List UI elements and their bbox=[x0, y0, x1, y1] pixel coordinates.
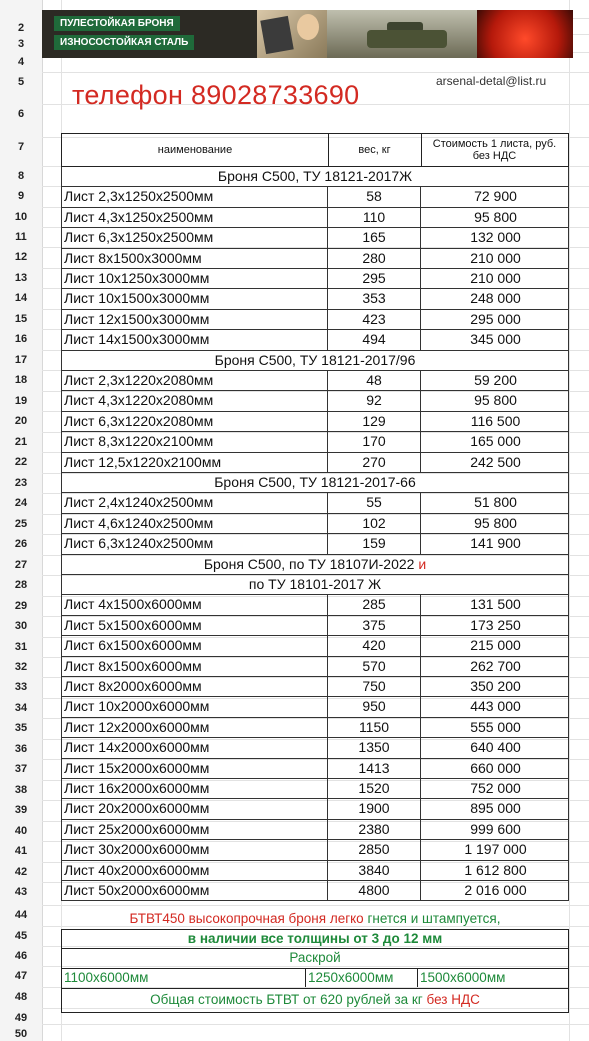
table-row[interactable] bbox=[61, 636, 569, 656]
gridline bbox=[42, 1024, 589, 1025]
cell-price[interactable]: 51 800 bbox=[474, 494, 517, 511]
cell-price[interactable]: 752 000 bbox=[470, 780, 521, 796]
cell-weight[interactable]: 102 bbox=[328, 514, 421, 533]
row-number[interactable]: 15 bbox=[14, 313, 28, 325]
cut-sizes-row bbox=[61, 969, 569, 989]
row-number[interactable]: 34 bbox=[14, 702, 28, 714]
cell-name[interactable]: Лист 8,3х1220х2100мм bbox=[62, 432, 328, 451]
row-number[interactable]: 40 bbox=[14, 825, 28, 837]
cell-weight[interactable]: 2380 bbox=[328, 820, 421, 839]
cell-name[interactable]: Лист 6,3х1250х2500мм bbox=[62, 228, 328, 247]
cell-price[interactable]: 59 200 bbox=[474, 372, 517, 388]
cell-name[interactable]: Лист 4,3х1220х2080мм bbox=[62, 391, 328, 410]
cell-weight[interactable]: 570 bbox=[328, 657, 421, 676]
row-number[interactable]: 5 bbox=[17, 76, 25, 88]
row-number[interactable]: 8 bbox=[17, 170, 25, 182]
row-number-column bbox=[0, 0, 43, 1041]
btvt-desc-end: гнется и штампуется, bbox=[367, 911, 501, 926]
row-number[interactable]: 19 bbox=[14, 395, 28, 407]
row-number[interactable]: 21 bbox=[14, 436, 28, 448]
cell-price[interactable]: 262 700 bbox=[470, 657, 521, 674]
cell-weight[interactable]: 4800 bbox=[328, 881, 421, 900]
header-price: Стоимость 1 листа, руб. без НДС bbox=[432, 138, 557, 162]
cell-name[interactable]: Лист 8х2000х6000мм bbox=[62, 677, 328, 696]
row-number[interactable]: 16 bbox=[14, 333, 28, 345]
cell-weight[interactable]: 159 bbox=[328, 534, 421, 553]
section-title-main: Броня С500, по ТУ 18107И-2022 bbox=[203, 555, 415, 572]
cell-name[interactable]: Лист 10х2000х6000мм bbox=[62, 697, 328, 716]
row-number[interactable]: 3 bbox=[17, 38, 25, 50]
cell-weight[interactable]: 165 bbox=[328, 228, 421, 247]
cell-name[interactable]: Лист 10х1500х3000мм bbox=[62, 289, 328, 308]
header-weight: вес, кг bbox=[328, 134, 422, 166]
cell-price[interactable]: 248 000 bbox=[470, 290, 521, 307]
table-row[interactable] bbox=[61, 738, 569, 758]
cell-name[interactable]: Лист 40х2000х6000мм bbox=[62, 861, 328, 880]
btvt-name: БТВТ450 bbox=[129, 911, 185, 926]
table-row[interactable] bbox=[61, 799, 569, 819]
row-number[interactable]: 46 bbox=[14, 950, 28, 962]
cell-name[interactable]: Лист 2,3х1250х2500мм bbox=[62, 187, 328, 206]
phone-number: телефон 89028733690 bbox=[72, 80, 360, 110]
cell-weight[interactable]: 92 bbox=[328, 391, 421, 410]
cell-weight[interactable]: 285 bbox=[328, 595, 421, 614]
row-number[interactable]: 33 bbox=[14, 681, 28, 693]
cell-name[interactable]: Лист 50х2000х6000мм bbox=[62, 881, 328, 900]
gridline bbox=[42, 905, 589, 906]
cell-weight[interactable]: 295 bbox=[328, 269, 421, 288]
row-number[interactable]: 47 bbox=[14, 970, 28, 982]
cell-price[interactable]: 141 900 bbox=[470, 535, 521, 552]
row-number[interactable]: 22 bbox=[14, 456, 28, 468]
cell-name[interactable]: Лист 4,6х1240х2500мм bbox=[62, 514, 328, 533]
row-number[interactable]: 25 bbox=[14, 518, 28, 530]
cell-name[interactable]: Лист 15х2000х6000мм bbox=[62, 759, 328, 778]
table-row[interactable] bbox=[61, 187, 569, 207]
cell-name[interactable]: Лист 4,3х1250х2500мм bbox=[62, 208, 328, 227]
row-number[interactable]: 31 bbox=[14, 641, 28, 653]
row-number[interactable]: 48 bbox=[14, 991, 28, 1003]
table-row[interactable] bbox=[61, 371, 569, 391]
table-row[interactable] bbox=[61, 493, 569, 513]
banner-photo-hot-steel bbox=[477, 10, 573, 58]
cell-name[interactable]: Лист 6,3х1220х2080мм bbox=[62, 412, 328, 431]
cell-price[interactable]: 173 250 bbox=[470, 616, 521, 633]
table-row[interactable] bbox=[61, 228, 569, 248]
table-row[interactable] bbox=[61, 595, 569, 615]
row-number[interactable]: 37 bbox=[14, 763, 28, 775]
row-number[interactable]: 7 bbox=[17, 141, 25, 153]
table-row[interactable] bbox=[61, 412, 569, 432]
row-number[interactable]: 17 bbox=[14, 354, 28, 366]
cell-name[interactable]: Лист 12х2000х6000мм bbox=[62, 718, 328, 737]
cell-price[interactable]: 210 000 bbox=[470, 270, 521, 286]
cell-name[interactable]: Лист 20х2000х6000мм bbox=[62, 799, 328, 818]
row-number[interactable]: 35 bbox=[14, 722, 28, 734]
cell-price[interactable]: 350 200 bbox=[470, 678, 521, 694]
table-row[interactable] bbox=[61, 779, 569, 799]
cell-name[interactable]: Лист 8х1500х3000мм bbox=[62, 249, 328, 268]
total-price-note bbox=[61, 989, 569, 1013]
cell-price[interactable]: 131 500 bbox=[470, 596, 521, 613]
cell-price[interactable]: 345 000 bbox=[470, 331, 521, 348]
header-name: наименование bbox=[62, 134, 329, 166]
cell-weight[interactable]: 110 bbox=[328, 208, 421, 227]
total-price-vat: без НДС bbox=[426, 992, 480, 1007]
row-number[interactable]: 50 bbox=[14, 1028, 28, 1040]
cell-price[interactable]: 660 000 bbox=[470, 759, 521, 776]
cell-name[interactable]: Лист 12х1500х3000мм bbox=[62, 310, 328, 329]
table-row[interactable] bbox=[61, 514, 569, 534]
row-number[interactable]: 18 bbox=[14, 374, 28, 386]
cell-weight[interactable]: 423 bbox=[328, 310, 421, 329]
row-number[interactable]: 24 bbox=[14, 497, 28, 509]
cell-price[interactable]: 95 800 bbox=[474, 208, 517, 225]
table-row[interactable] bbox=[61, 861, 569, 881]
table-row[interactable] bbox=[61, 249, 569, 269]
email-address[interactable]: arsenal-detal@list.ru bbox=[436, 74, 547, 88]
cut-label: Раскрой bbox=[61, 949, 569, 969]
cut-size-1: 1100х6000мм bbox=[64, 970, 149, 985]
cell-name[interactable]: Лист 30х2000х6000мм bbox=[62, 840, 328, 859]
cell-weight[interactable]: 129 bbox=[328, 412, 421, 431]
cell-weight[interactable]: 750 bbox=[328, 677, 421, 696]
row-number[interactable]: 10 bbox=[14, 211, 28, 223]
btvt-note bbox=[61, 910, 569, 928]
row-number[interactable]: 20 bbox=[14, 415, 28, 427]
row-number[interactable]: 27 bbox=[14, 559, 28, 571]
section-title: Броня С500, ТУ 18121-2017/96 bbox=[61, 351, 569, 371]
section-title-and: и bbox=[414, 555, 427, 572]
cell-weight[interactable]: 375 bbox=[328, 616, 421, 635]
cell-price[interactable]: 242 500 bbox=[470, 453, 521, 470]
cell-name[interactable]: Лист 4х1500х6000мм bbox=[62, 595, 328, 614]
cell-name[interactable]: Лист 12,5х1220х2100мм bbox=[62, 453, 328, 472]
cell-weight[interactable]: 55 bbox=[328, 493, 421, 512]
cell-weight[interactable]: 2850 bbox=[328, 840, 421, 859]
cell-price[interactable]: 132 000 bbox=[470, 229, 521, 246]
table-row[interactable] bbox=[61, 208, 569, 228]
table-row[interactable] bbox=[61, 310, 569, 330]
row-number[interactable]: 14 bbox=[14, 292, 28, 304]
cut-size-3: 1500х6000мм bbox=[417, 969, 505, 987]
banner-line-1: ПУЛЕСТОЙКАЯ БРОНЯ bbox=[54, 16, 180, 31]
cell-price[interactable]: 215 000 bbox=[470, 637, 521, 654]
cell-name[interactable]: Лист 8х1500х6000мм bbox=[62, 657, 328, 676]
cell-weight[interactable]: 170 bbox=[328, 432, 421, 451]
cell-name[interactable]: Лист 14х2000х6000мм bbox=[62, 738, 328, 757]
table-row[interactable] bbox=[61, 677, 569, 697]
table-row[interactable] bbox=[61, 697, 569, 717]
table-row[interactable] bbox=[61, 391, 569, 411]
row-number[interactable]: 32 bbox=[14, 661, 28, 673]
row-number[interactable]: 11 bbox=[15, 231, 27, 243]
cell-weight[interactable]: 950 bbox=[328, 697, 421, 716]
row-number[interactable]: 30 bbox=[14, 620, 28, 632]
row-number[interactable]: 23 bbox=[14, 477, 28, 489]
row-number[interactable]: 4 bbox=[17, 56, 25, 68]
section-title: Броня С500, ТУ 18121-2017-66 bbox=[61, 473, 569, 493]
cell-price[interactable]: 165 000 bbox=[470, 433, 521, 450]
row-number[interactable]: 13 bbox=[14, 272, 28, 284]
table-row[interactable] bbox=[61, 881, 569, 901]
cell-price[interactable]: 640 400 bbox=[470, 739, 521, 756]
cell-name[interactable]: Лист 25х2000х6000мм bbox=[62, 820, 328, 839]
table-row[interactable] bbox=[61, 453, 569, 473]
table-row[interactable] bbox=[61, 432, 569, 452]
cell-name[interactable]: Лист 16х2000х6000мм bbox=[62, 779, 328, 798]
cell-weight[interactable]: 280 bbox=[328, 249, 421, 268]
row-number[interactable]: 2 bbox=[17, 22, 25, 34]
table-header bbox=[61, 133, 569, 167]
cell-price[interactable]: 895 000 bbox=[470, 800, 521, 817]
cell-price[interactable]: 2 016 000 bbox=[464, 882, 527, 898]
cell-weight[interactable]: 1520 bbox=[328, 779, 421, 798]
row-number[interactable]: 45 bbox=[14, 930, 28, 942]
cell-weight[interactable]: 1900 bbox=[328, 799, 421, 818]
cell-name[interactable]: Лист 14х1500х3000мм bbox=[62, 330, 328, 349]
cell-price[interactable]: 1 612 800 bbox=[464, 861, 527, 878]
cell-weight[interactable]: 353 bbox=[328, 289, 421, 308]
row-number[interactable]: 38 bbox=[14, 784, 28, 796]
cell-weight[interactable]: 58 bbox=[328, 187, 421, 206]
cell-price[interactable]: 72 900 bbox=[474, 188, 517, 205]
cell-weight[interactable]: 1350 bbox=[328, 738, 421, 757]
cell-name[interactable]: Лист 10х1250х3000мм bbox=[62, 269, 328, 288]
cell-price[interactable]: 95 800 bbox=[474, 514, 517, 531]
cell-weight[interactable]: 270 bbox=[328, 453, 421, 472]
row-number[interactable]: 42 bbox=[14, 866, 28, 878]
table-row[interactable] bbox=[61, 616, 569, 636]
cell-weight[interactable]: 420 bbox=[328, 636, 421, 655]
cell-weight[interactable]: 494 bbox=[328, 330, 421, 349]
cell-weight[interactable]: 48 bbox=[328, 371, 421, 390]
row-number[interactable]: 28 bbox=[14, 579, 28, 591]
row-number[interactable]: 29 bbox=[14, 600, 28, 612]
row-number[interactable]: 26 bbox=[14, 538, 28, 550]
cell-name[interactable]: Лист 2,4х1240х2500мм bbox=[62, 493, 328, 512]
cell-name[interactable]: Лист 6,3х1240х2500мм bbox=[62, 534, 328, 553]
table-row[interactable] bbox=[61, 759, 569, 779]
banner-photo-woman bbox=[257, 10, 327, 58]
cell-weight[interactable]: 1413 bbox=[328, 759, 421, 778]
row-number[interactable]: 43 bbox=[14, 886, 28, 898]
cell-price[interactable]: 210 000 bbox=[470, 249, 521, 266]
cut-size-2: 1250х6000мм bbox=[305, 969, 393, 987]
row-number[interactable]: 36 bbox=[14, 743, 28, 755]
table-row[interactable] bbox=[61, 289, 569, 309]
table-row[interactable] bbox=[61, 718, 569, 738]
row-number[interactable]: 39 bbox=[14, 804, 28, 816]
thickness-note: в наличии все толщины от 3 до 12 мм bbox=[61, 929, 569, 949]
table-row[interactable] bbox=[61, 330, 569, 350]
table-row[interactable] bbox=[61, 269, 569, 289]
cell-price[interactable]: 555 000 bbox=[470, 718, 521, 735]
btvt-desc: высокопрочная броня легко bbox=[184, 911, 368, 926]
section-title: Броня С500, ТУ 18121-2017Ж bbox=[61, 167, 569, 187]
row-number[interactable]: 9 bbox=[17, 190, 25, 202]
cell-price[interactable]: 295 000 bbox=[470, 310, 521, 327]
cell-price[interactable]: 1 197 000 bbox=[464, 841, 527, 858]
cell-weight[interactable]: 1150 bbox=[328, 718, 421, 737]
cell-price[interactable]: 116 500 bbox=[470, 412, 521, 429]
row-number[interactable]: 6 bbox=[17, 108, 25, 120]
cell-price[interactable]: 999 600 bbox=[470, 820, 521, 837]
gridline bbox=[42, 72, 589, 73]
cell-name[interactable]: Лист 6х1500х6000мм bbox=[62, 636, 328, 655]
cell-name[interactable]: Лист 5х1500х6000мм bbox=[62, 616, 328, 635]
row-number[interactable]: 12 bbox=[14, 251, 28, 263]
table-row[interactable] bbox=[61, 820, 569, 840]
section-title: по ТУ 18101-2017 Ж bbox=[61, 575, 569, 595]
row-number[interactable]: 41 bbox=[14, 845, 28, 857]
cell-weight[interactable]: 3840 bbox=[328, 861, 421, 880]
section-title bbox=[61, 555, 569, 575]
total-price-text: Общая стоимость БТВТ от 620 рублей за кг bbox=[150, 992, 427, 1007]
row-number[interactable]: 44 bbox=[14, 909, 28, 921]
row-number[interactable]: 49 bbox=[14, 1012, 28, 1024]
table-row[interactable] bbox=[61, 657, 569, 677]
banner-photo-vehicle bbox=[327, 10, 477, 58]
cell-name[interactable]: Лист 2,3х1220х2080мм bbox=[62, 371, 328, 390]
banner-line-2: ИЗНОСОСТОЙКАЯ СТАЛЬ bbox=[54, 35, 194, 50]
header-banner bbox=[42, 10, 573, 58]
table-row[interactable] bbox=[61, 840, 569, 860]
cell-price[interactable]: 443 000 bbox=[470, 698, 521, 715]
table-row[interactable] bbox=[61, 534, 569, 554]
cell-price[interactable]: 95 800 bbox=[474, 392, 517, 409]
